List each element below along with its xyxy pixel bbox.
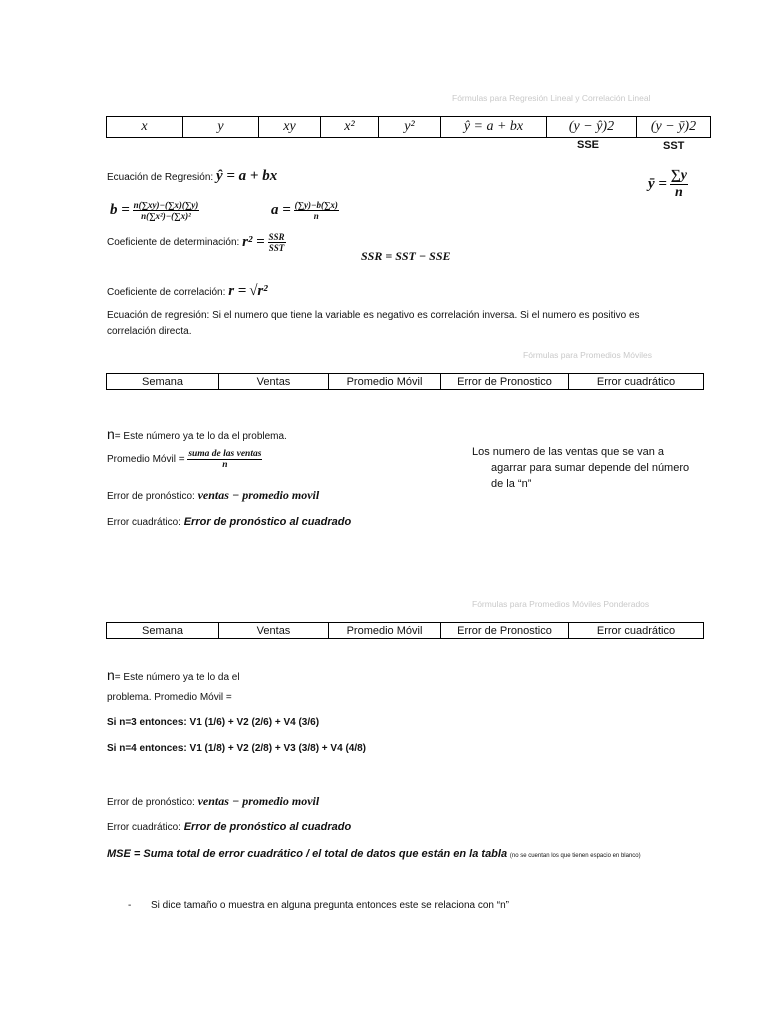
- r2-fraction: [268, 232, 286, 253]
- b-fraction: [133, 200, 200, 221]
- moving-average-formula: [107, 449, 262, 470]
- n-text: = Este número ya te lo da el problema.: [114, 431, 287, 442]
- side-note-line-2: agarrar para sumar depende del número: [491, 462, 690, 474]
- sst-label: SST: [663, 140, 685, 152]
- error-formula: [107, 488, 319, 503]
- squared-error-label: Error cuadrático:: [107, 517, 181, 528]
- section2-heading: Fórmulas para Promedios Móviles: [523, 350, 652, 360]
- section3-heading: Fórmulas para Promedios Móviles Ponderados: [472, 599, 650, 609]
- header-cell-x2: x²: [321, 117, 379, 138]
- a-formula: [271, 200, 339, 221]
- bullet-marker: -: [128, 900, 132, 911]
- squared-error-formula: [107, 516, 351, 528]
- b-lhs: b =: [110, 202, 130, 218]
- b-denominator: n(∑x²)−(∑x)²: [141, 211, 191, 221]
- header-cell-promedio-movil: Promedio Móvil: [329, 623, 441, 639]
- n-letter: n: [107, 667, 115, 683]
- avg-label: Promedio Móvil =: [107, 454, 185, 465]
- squared-error-expression: Error de pronóstico al cuadrado: [183, 821, 352, 833]
- moving-average-header-row: [107, 374, 704, 390]
- header-cell-sse: (y − ŷ)2: [547, 117, 637, 138]
- error-expression: ventas − promedio movil: [197, 794, 320, 808]
- regression-label: Ecuación de Regresión:: [107, 172, 214, 183]
- a-denominator: n: [313, 211, 319, 221]
- weighted-n-definition-line-2: problema. Promedio Móvil =: [107, 692, 232, 703]
- correlation-label: Coeficiente de correlación:: [107, 287, 226, 298]
- bullet-text: Si dice tamaño o muestra en alguna pregunta entonces este se relaciona con “n”: [151, 900, 509, 911]
- correlation-equation: [107, 283, 268, 300]
- r2-numerator: SSR: [268, 232, 285, 242]
- weighted-n-definition: [107, 667, 240, 683]
- r2-lhs: r² =: [242, 234, 265, 250]
- sse-label: SSE: [577, 139, 600, 151]
- squared-error-label: Error cuadrático:: [107, 822, 181, 833]
- n3-formula: Si n=3 entonces: V1 (1/6) + V2 (2/6) + V4 (3/6): [107, 717, 320, 728]
- r-lhs: r =: [228, 283, 247, 299]
- header-cell-semana: Semana: [107, 374, 219, 390]
- mse-text: MSE = Suma total de error cuadrático / el total de datos que están en la tabla: [107, 848, 508, 860]
- a-lhs: a =: [271, 202, 291, 218]
- side-note-line-1: Los numero de las ventas que se van a: [472, 446, 665, 458]
- header-cell-y2: y²: [379, 117, 441, 138]
- ssr-formula: SSR = SST − SSE: [361, 249, 451, 263]
- weighted-error-formula: [107, 794, 319, 809]
- ybar-formula: [648, 168, 688, 201]
- n-text: = Este número ya te lo da el: [114, 672, 240, 683]
- weighted-average-table: [106, 622, 704, 639]
- b-numerator: n(∑xy)−(∑x)(∑y): [133, 200, 199, 210]
- header-cell-promedio-movil: Promedio Móvil: [329, 374, 441, 390]
- error-label: Error de pronóstico:: [107, 797, 195, 808]
- determination-equation: [107, 232, 286, 253]
- header-cell-error-pronostico: Error de Pronostico: [441, 623, 569, 639]
- header-cell-error-pronostico: Error de Pronostico: [441, 374, 569, 390]
- weighted-average-header-row: [107, 623, 704, 639]
- avg-denominator: n: [222, 460, 228, 470]
- header-cell-error-cuadratico: Error cuadrático: [569, 623, 704, 639]
- a-fraction: [294, 200, 339, 221]
- header-cell-semana: Semana: [107, 623, 219, 639]
- header-cell-x: x: [107, 117, 183, 138]
- n-definition: [107, 426, 287, 442]
- n-letter: n: [107, 426, 115, 442]
- moving-average-table: [106, 373, 704, 390]
- regression-formula: ŷ = a + bx: [215, 168, 278, 184]
- a-numerator: (∑y)−b(∑x): [294, 200, 338, 210]
- error-label: Error de pronóstico:: [107, 491, 195, 502]
- side-note-line-3: de la “n”: [491, 478, 532, 490]
- mse-note: (no se cuentan los que tienen espacio en blanco): [509, 853, 641, 859]
- avg-fraction: [187, 449, 262, 470]
- header-cell-y: y: [183, 117, 259, 138]
- regression-table-header-row: [107, 117, 711, 138]
- note-line-2: correlación directa.: [107, 326, 192, 337]
- ybar-lhs: ȳ =: [648, 176, 667, 192]
- header-cell-sst: (y − ȳ)2: [637, 117, 711, 138]
- r2-denominator: SST: [268, 243, 285, 253]
- ybar-fraction: [670, 168, 688, 201]
- header-cell-error-cuadratico: Error cuadrático: [569, 374, 704, 390]
- squared-error-expression: Error de pronóstico al cuadrado: [183, 516, 352, 528]
- weighted-squared-error-formula: [107, 821, 351, 833]
- mse-formula: [107, 848, 641, 860]
- n4-formula: Si n=4 entonces: V1 (1/8) + V2 (2/8) + V3 (3/8) + V4 (4/8): [107, 743, 366, 754]
- ybar-denominator: n: [674, 185, 683, 200]
- header-cell-yhat: ŷ = a + bx: [441, 117, 547, 138]
- section1-heading: Fórmulas para Regresión Lineal y Correlación Lineal: [452, 93, 651, 103]
- b-formula: [110, 200, 199, 221]
- ybar-numerator: ∑y: [670, 168, 687, 183]
- header-cell-ventas: Ventas: [219, 374, 329, 390]
- determination-label: Coeficiente de determinación:: [107, 237, 240, 248]
- regression-equation: [107, 168, 277, 185]
- avg-numerator: suma de las ventas: [188, 449, 262, 459]
- header-cell-ventas: Ventas: [219, 623, 329, 639]
- note-line-1: Ecuación de regresión: Si el numero que tiene la variable es negativo es correlación inversa. Si el numero es positivo es: [107, 310, 640, 321]
- header-cell-xy: xy: [259, 117, 321, 138]
- error-expression: ventas − promedio movil: [197, 488, 320, 502]
- regression-table: [106, 116, 711, 138]
- r-rhs: √r²: [249, 283, 268, 299]
